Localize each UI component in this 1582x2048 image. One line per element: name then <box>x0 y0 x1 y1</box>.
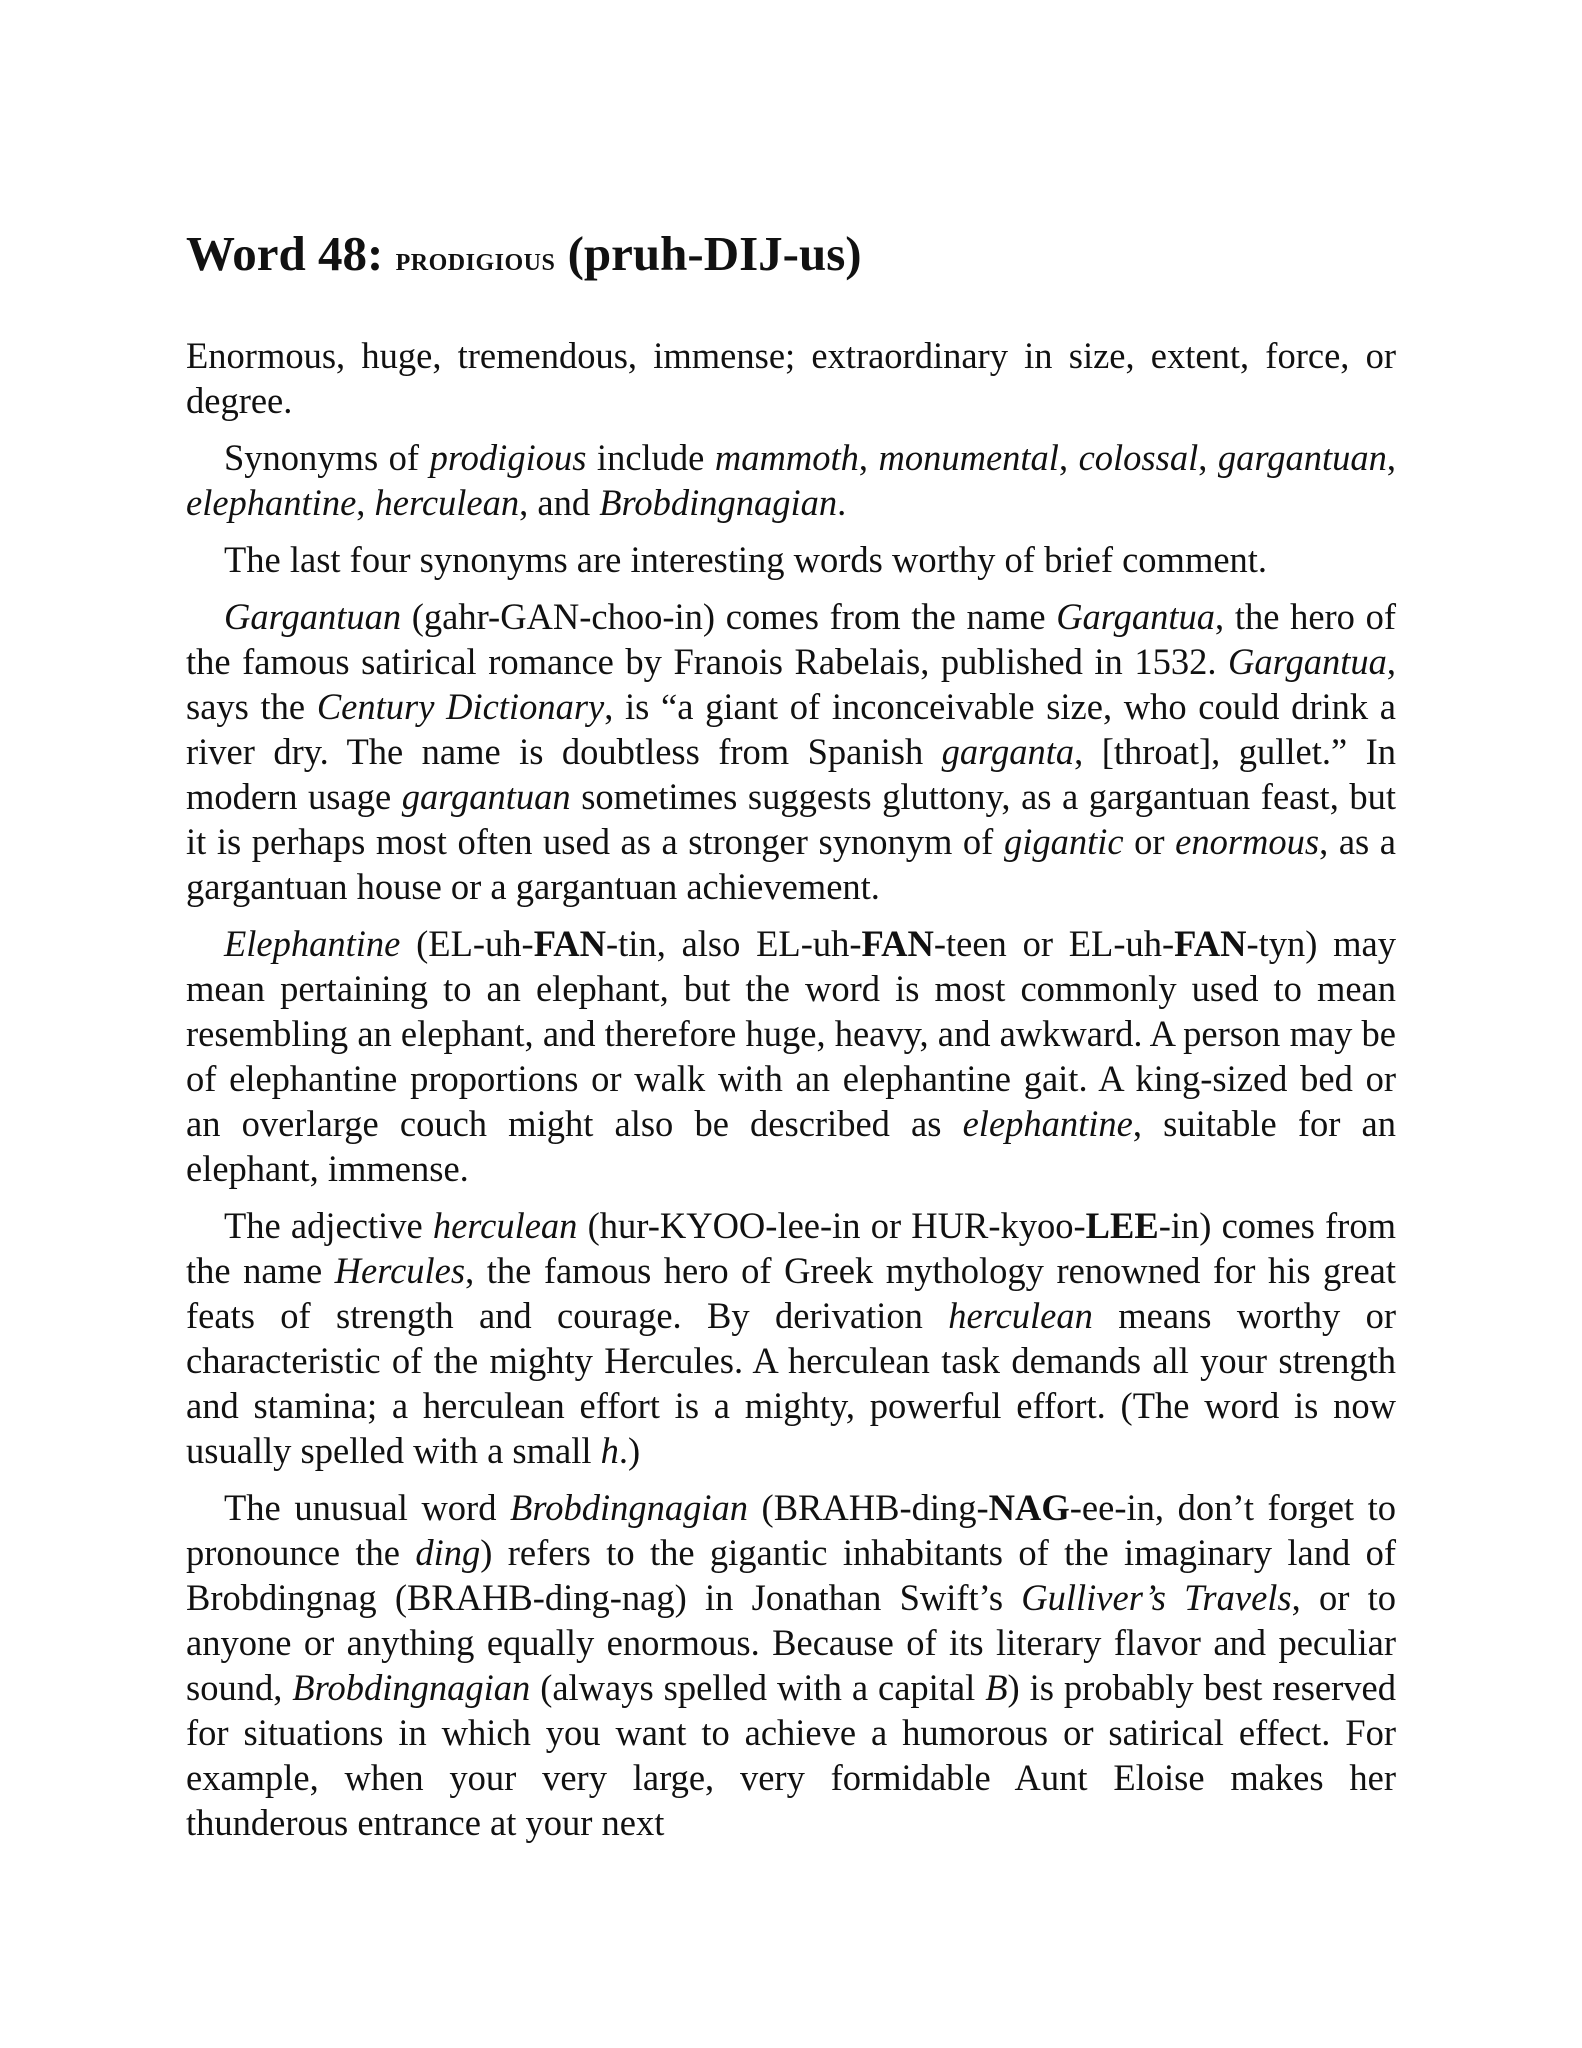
italic-term: elephantine <box>962 1103 1133 1144</box>
italic-term: mammoth <box>714 437 859 478</box>
text-run: -tin, also EL-uh- <box>606 923 862 964</box>
paragraph <box>186 1203 1396 1473</box>
paragraph <box>186 333 1396 423</box>
italic-term: Gargantua <box>1056 596 1216 637</box>
paragraph <box>186 1485 1396 1845</box>
text-run: include <box>586 437 715 478</box>
text-run: Synonyms of <box>224 437 430 478</box>
italic-term: gargantuan <box>401 776 571 817</box>
italic-term: Elephantine <box>224 923 401 964</box>
text-run: sometimes suggests gluttony, as a gargantuan feast, but it is perhaps most often used as a stronger synonym of <box>186 776 1397 862</box>
italic-term: colossal <box>1078 437 1199 478</box>
title-word: PRODIGIOUS <box>395 250 556 276</box>
text-run: -teen or EL-uh- <box>933 923 1175 964</box>
text-run: , <box>1386 437 1397 478</box>
paragraph <box>186 537 1396 582</box>
text-run: Enormous, huge, tremendous, immense; extraordinary in size, extent, force, or degree. <box>186 335 1396 421</box>
text-run: means worthy or characteristic of the mighty Hercules. A herculean task demands all your strength and stamina; a herculean effort is a mighty, powerful effort. (The word is now usually spelled with a small <box>186 1295 1396 1471</box>
text-run: , the hero of the famous satirical romance by Franois Rabelais, published in 1532. <box>186 596 1396 682</box>
italic-term: ding <box>415 1532 481 1573</box>
text-run: ) is probably best reserved for situations in which you want to achieve a humorous or satirical effect. For example, when your very large, very formidable Aunt Eloise makes her thunderous entrance at your next <box>186 1667 1396 1843</box>
italic-term: prodigious <box>429 437 587 478</box>
text-run: The unusual word <box>224 1487 511 1528</box>
italic-term: herculean <box>432 1205 578 1246</box>
italic-term: monumental <box>878 437 1059 478</box>
stressed-syllable: FAN <box>533 923 607 964</box>
text-run: , or to anyone or anything equally enormous. Because of its literary flavor and peculiar sound, <box>186 1577 1396 1708</box>
text-run: or <box>1123 821 1176 862</box>
italic-term: B <box>985 1667 1008 1708</box>
italic-term: Century Dictionary <box>316 686 605 727</box>
text-run: , and <box>519 482 600 523</box>
italic-term: Brobdingnagian <box>510 1487 748 1528</box>
text-run: -ee-in, don’t forget to pronounce the <box>186 1487 1397 1573</box>
italic-term: Brobdingnagian <box>292 1667 531 1708</box>
text-run: (BRAHB-ding- <box>747 1487 989 1528</box>
paragraph <box>186 435 1396 525</box>
text-run: , is “a giant of inconceivable size, who could drink a river dry. The name is doubtless from Spanish <box>186 686 1396 772</box>
text-run: , <box>1058 437 1079 478</box>
text-run: . <box>837 482 847 523</box>
stressed-syllable: FAN <box>861 923 934 964</box>
text-run: , <box>356 482 375 523</box>
italic-term: herculean <box>374 482 520 523</box>
italic-term: Gargantuan <box>224 596 402 637</box>
text-run: The adjective <box>224 1205 433 1246</box>
italic-term: Gargantua <box>1228 641 1387 682</box>
text-run: ) refers to the gigantic inhabitants of the imaginary land of Brobdingnag (BRAHB-ding-nag) in Jonathan Swift’s <box>186 1532 1396 1618</box>
text-run: , says the <box>186 641 1396 727</box>
text-run: , <box>1198 437 1218 478</box>
stressed-syllable: FAN <box>1174 923 1247 964</box>
text-run: (EL-uh- <box>400 923 534 964</box>
text-run: -tyn) may mean pertaining to an elephant, but the word is most commonly used to mean resembling an elephant, and therefore huge, heavy, and awkward. A person may be of elephantine proportions or walk with an elephantine gait. A king-sized bed or an overlarge couch might also be described as <box>186 923 1397 1144</box>
text-run: (gahr-GAN-choo-in) comes from the name <box>401 596 1057 637</box>
text-run: , <box>858 437 879 478</box>
text-run: -in) comes from the name <box>186 1205 1396 1291</box>
text-run: , suitable for an elephant, immense. <box>186 1103 1396 1189</box>
italic-term: garganta <box>941 731 1075 772</box>
page-title <box>186 222 1396 295</box>
paragraph <box>186 921 1396 1191</box>
paragraph <box>186 594 1396 909</box>
stressed-syllable: NAG <box>988 1487 1070 1528</box>
italic-term: herculean <box>948 1295 1093 1336</box>
italic-term: gigantic <box>1003 821 1124 862</box>
italic-term: Gulliver’s Travels <box>1021 1577 1292 1618</box>
italic-term: enormous <box>1175 821 1320 862</box>
italic-term: Hercules <box>334 1250 466 1291</box>
title-prefix: Word 48: <box>186 226 396 281</box>
italic-term: elephantine <box>186 482 357 523</box>
text-run: (always spelled with a capital <box>530 1667 986 1708</box>
stressed-syllable: LEE <box>1085 1205 1159 1246</box>
text-run: The last four synonyms are interesting words worthy of brief comment. <box>224 539 1268 580</box>
body-text <box>186 333 1396 1845</box>
text-run: (hur-KYOO-lee-in or HUR-kyoo- <box>577 1205 1086 1246</box>
italic-term: Brobdingnagian <box>599 482 838 523</box>
text-run: .) <box>618 1430 641 1471</box>
text-run: , [throat], gullet.” In modern usage <box>186 731 1396 817</box>
text-run: , as a gargantuan house or a gargantuan achievement. <box>186 821 1397 907</box>
text-run: , the famous hero of Greek mythology renowned for his great feats of strength and courage. By derivation <box>186 1250 1397 1336</box>
italic-term: h <box>600 1430 619 1471</box>
document-page <box>186 222 1396 1857</box>
title-pronunciation: (pruh-DIJ-us) <box>555 226 862 281</box>
italic-term: gargantuan <box>1217 437 1387 478</box>
